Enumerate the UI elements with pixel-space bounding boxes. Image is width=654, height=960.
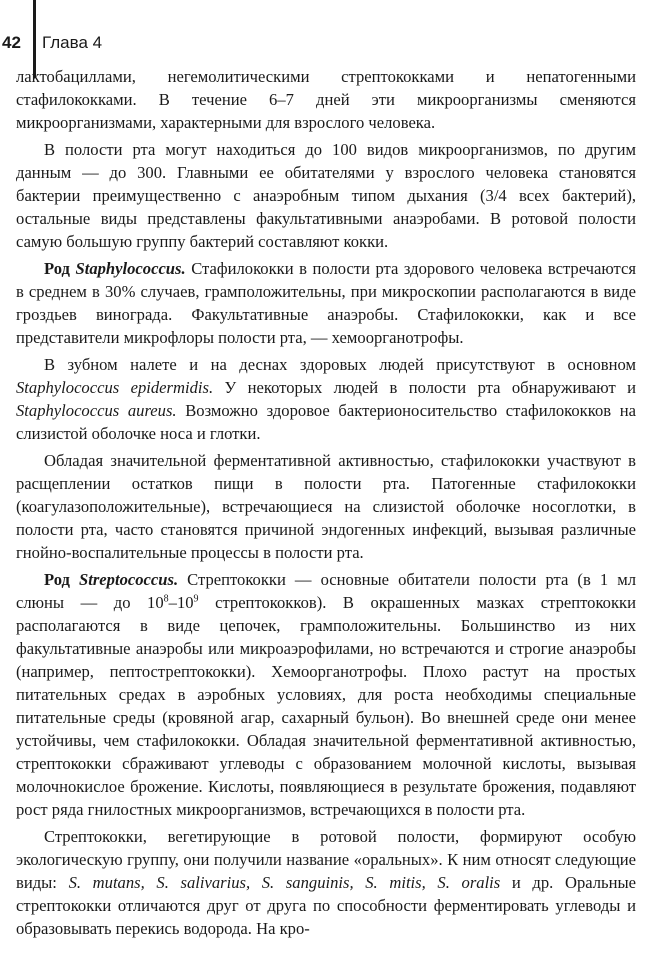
running-header	[0, 26, 300, 62]
page-body	[16, 65, 636, 944]
paragraph-staphylococcus: Род Staphylococcus. Стафилококки в полости рта здорового человека встречаются в среднем в 30% случаев, грамположительны, при микроскопии располагаются в виде гроздьев винограда. Факультативные анаэробы. Стафилококки, как и все представители микрофлоры полости рта, — хемоорганотрофы.	[16, 259, 637, 347]
paragraph-5: Обладая значительной ферментативной активностью, стафилококки участвуют в расщеплении остатков пищи в полости рта. Патогенные стафилококки (коагулазоположительные), встречающиеся на слизистой оболочке носоглотки, в полости рта, часто становятся причиной эндогенных инфекций, вызывая различные гнойно-воспалительные процессы в полости рта.	[16, 451, 636, 562]
paragraph-2: В полости рта могут находиться до 100 видов микроорганизмов, по другим данным — до 300. Главными ее обитателями у взрослого человека становятся бактерии преимущественно с анаэробным типом дыхания (3/4 всех бактерий), остальные виды представлены факультативными анаэробами. В ротовой полости самую большую группу бактерий составляют кокки.	[16, 140, 636, 251]
genus-name: Staphylococcus.	[75, 259, 186, 278]
species-list: S. mutans, S. salivarius, S. sanguinis, S. mitis, S. oralis	[68, 873, 501, 892]
exponent: 8	[163, 593, 169, 605]
exponent: 9	[193, 593, 199, 605]
paragraph-7: Стрептококки, вегетирующие в ротовой полости, формируют особую экологическую группу, они получили название «оральных». К ним относят следующие виды: S. mutans, S. salivarius, S. sanguinis, S. mitis, S. oralis и др. Оральные стрептококки отличаются друг от друга по способности ферментировать углеводы и образовывать перекись водорода. На кро-	[16, 827, 636, 938]
genus-heading-streptococcus: Род Streptococcus.	[44, 570, 179, 589]
paragraph-1: лактобациллами, негемолитическими стрептококками и непатогенными стафилококками. В течение 6–7 дней эти микроорганизмы сменяются микроорганизмами, характерными для взрослого человека.	[16, 67, 636, 132]
paragraph-streptococcus: Род Streptococcus. Стрептококки — основные обитатели полости рта (в 1 мл слюны — до $10^8-10^9$ стрептококков). В окрашенных мазках стрептококки располагаются в виде цепочек, грамположительны. Большинство из них факультативные анаэробы или микроаэрофилами, но встречаются и строгие анаэробы (например, пептострептококки). Хемоорганотрофы. Плохо растут на простых питательных средах в аэробных условиях, для роста необходимы специальные питательные среды (кровяной агар, сахарный бульон). Во внешней среде они менее устойчивы, чем стафилококки. Обладая значительной ферментативной активностью, стрептококки сбраживают углеводы с образованием молочной кислоты, вызывая молочнокислое брожение. Кислоты, появляющиеся в результате брожения, подавляют рост ряда гнилостных микроорганизмов, встречающихся в полости рта.	[16, 570, 636, 819]
genus-heading-staphylococcus: Род Staphylococcus.	[44, 259, 186, 278]
page-number: 42	[2, 33, 21, 52]
species-name: Staphylococcus epidermidis.	[16, 378, 214, 397]
genus-name: Streptococcus.	[79, 570, 179, 589]
species-name: Staphylococcus aureus.	[16, 401, 177, 420]
paragraph-4: В зубном налете и на деснах здоровых людей присутствуют в основном Staphylococcus epidermidis. У некоторых людей в полости рта обнаруживают и Staphylococcus aureus. Возможно здоровое бактерионосительство стафилококков на слизистой оболочке носа и глотки.	[16, 355, 636, 443]
chapter-title: Глава 4	[42, 33, 103, 52]
